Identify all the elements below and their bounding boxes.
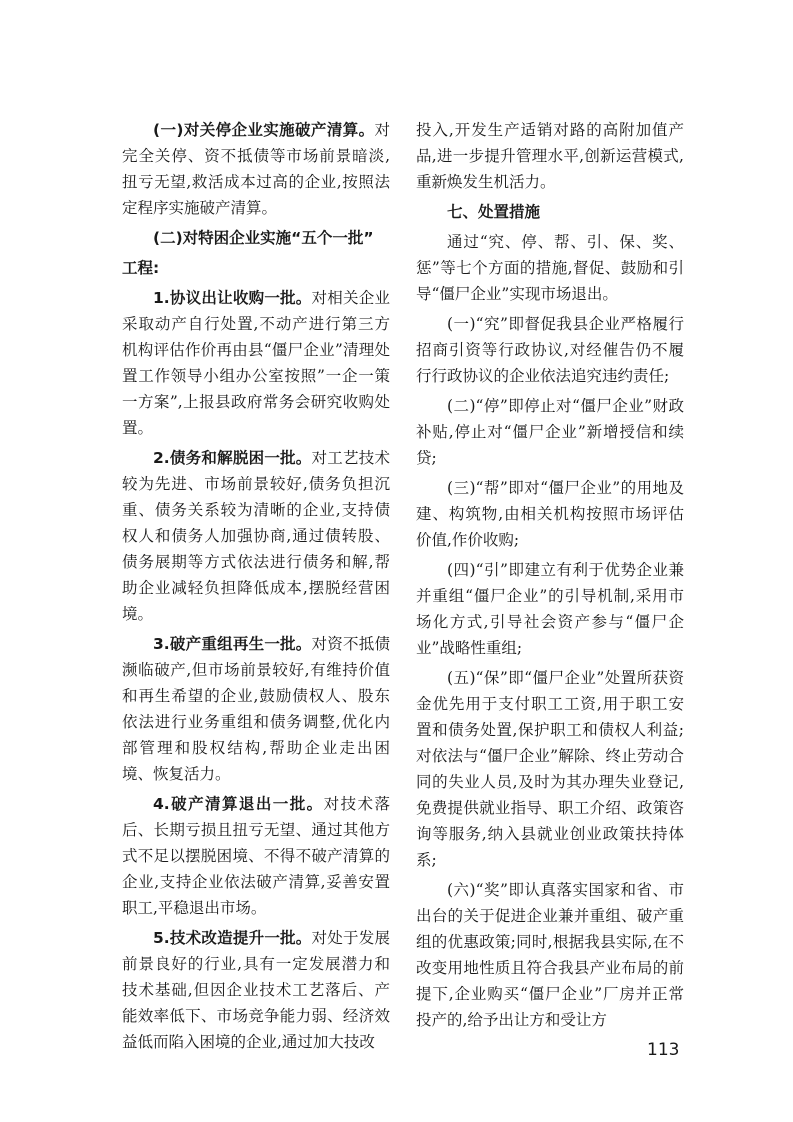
paragraph-intro: 通过“究、停、帮、引、保、奖、惩”等七个方面的措施,督促、鼓励和引导“僵尸企业”实现市场退出。 <box>416 233 684 303</box>
paragraph-five-batches-tail: 工程: <box>122 259 160 277</box>
paragraph-heading: (一)对关停企业实施破产清算。 <box>153 121 375 139</box>
paragraph-measure-3: (三)“帮”即对“僵尸企业”的用地及建、构筑物,由相关机构按照市场评估价值,作价收购; <box>416 479 684 549</box>
page-number: 113 <box>647 1040 680 1060</box>
paragraph-bankruptcy-liquidation: (一)对关停企业实施破产清算。对完全关停、资不抵债等市场前景暗淡,扭亏无望,救活成本过高的企业,按照法定程序实施破产清算。 <box>122 121 390 217</box>
paragraph-item-3: 3.破产重组再生一批。对资不抵债濒临破产,但市场前景较好,有维持价值和再生希望的企业,鼓励债权人、股东依法进行业务重组和债务调整,优化内部管理和股权结构,帮助企业走出困境、恢复活力。 <box>122 635 390 783</box>
paragraph-item-1: 1.协议出让收购一批。对相关企业采取动产自行处置,不动产进行第三方机构评估作价再由县“僵尸企业”清理处置工作领导小组办公室按照”一企一策一方案”,上报县政府常务会研究收购处置。 <box>122 289 390 437</box>
section-title: 七、处置措施 <box>447 203 541 221</box>
paragraph-measure-2: (二)“停”即停止对“僵尸企业”财政补贴,停止对“僵尸企业”新增授信和续贷; <box>416 397 684 467</box>
paragraph-five-batches-heading: (二)对特困企业实施“五个一批” <box>153 229 374 247</box>
paragraph-measure-4: (四)“引”即建立有利于优势企业兼并重组“僵尸企业”的引导机制,采用市场化方式,引导社会资产参与“僵尸企业”战略性重组; <box>416 561 684 657</box>
right-column <box>416 117 684 1037</box>
paragraph-item-5: 5.技术改造提升一批。对处于发展前景良好的行业,具有一定发展潜力和技术基础,但因企业技术工艺落后、产能效率低下、市场竞争能力弱、经济效益低而陷入困境的企业,通过加大技改 <box>122 929 390 1051</box>
paragraph-measure-6: (六)“奖”即认真落实国家和省、市出台的关于促进企业兼并重组、破产重组的优惠政策;同时,根据我县实际,在不改变用地性质且符合我县产业布局的前提下,企业购买“僵尸企业”厂房并正常投产的,给予出让方和受让方 <box>416 881 684 1029</box>
item-heading: 5.技术改造提升一批。 <box>153 929 312 947</box>
left-column <box>122 117 390 1059</box>
item-heading: 3.破产重组再生一批。 <box>153 635 312 653</box>
paragraph-measure-1: (一)“究”即督促我县企业严格履行招商引资等行政协议,对经催告仍不履行行政协议的企业依法追究违约责任; <box>416 315 684 385</box>
paragraph-continuation: 投入,开发生产适销对路的高附加值产品,进一步提升管理水平,创新运营模式,重新焕发生机活力。 <box>416 121 684 191</box>
item-heading: 4.破产清算退出一批。 <box>153 795 324 813</box>
item-heading: 1.协议出让收购一批。 <box>153 289 312 307</box>
paragraph-measure-5: (五)“保”即“僵尸企业”处置所获资金优先用于支付职工工资,用于职工安置和债务处置,保护职工和债权人利益;对依法与“僵尸企业”解除、终止劳动合同的失业人员,及时为其办理失业登记,免费提供就业指导、职工介绍、政策咨询等服务,纳入县就业创业政策扶持体系; <box>416 669 684 869</box>
paragraph-item-4: 4.破产清算退出一批。对技术落后、长期亏损且扭亏无望、通过其他方式不足以摆脱困境、不得不破产清算的企业,支持企业依法破产清算,妥善安置职工,平稳退出市场。 <box>122 795 390 917</box>
paragraph-item-2: 2.债务和解脱困一批。对工艺技术较为先进、市场前景较好,债务负担沉重、债务关系较为清晰的企业,支持债权人和债务人加强协商,通过债转股、债务展期等方式依法进行债务和解,帮助企业减轻负担降低成本,摆脱经营困境。 <box>122 449 390 623</box>
item-heading: 2.债务和解脱困一批。 <box>153 449 312 467</box>
